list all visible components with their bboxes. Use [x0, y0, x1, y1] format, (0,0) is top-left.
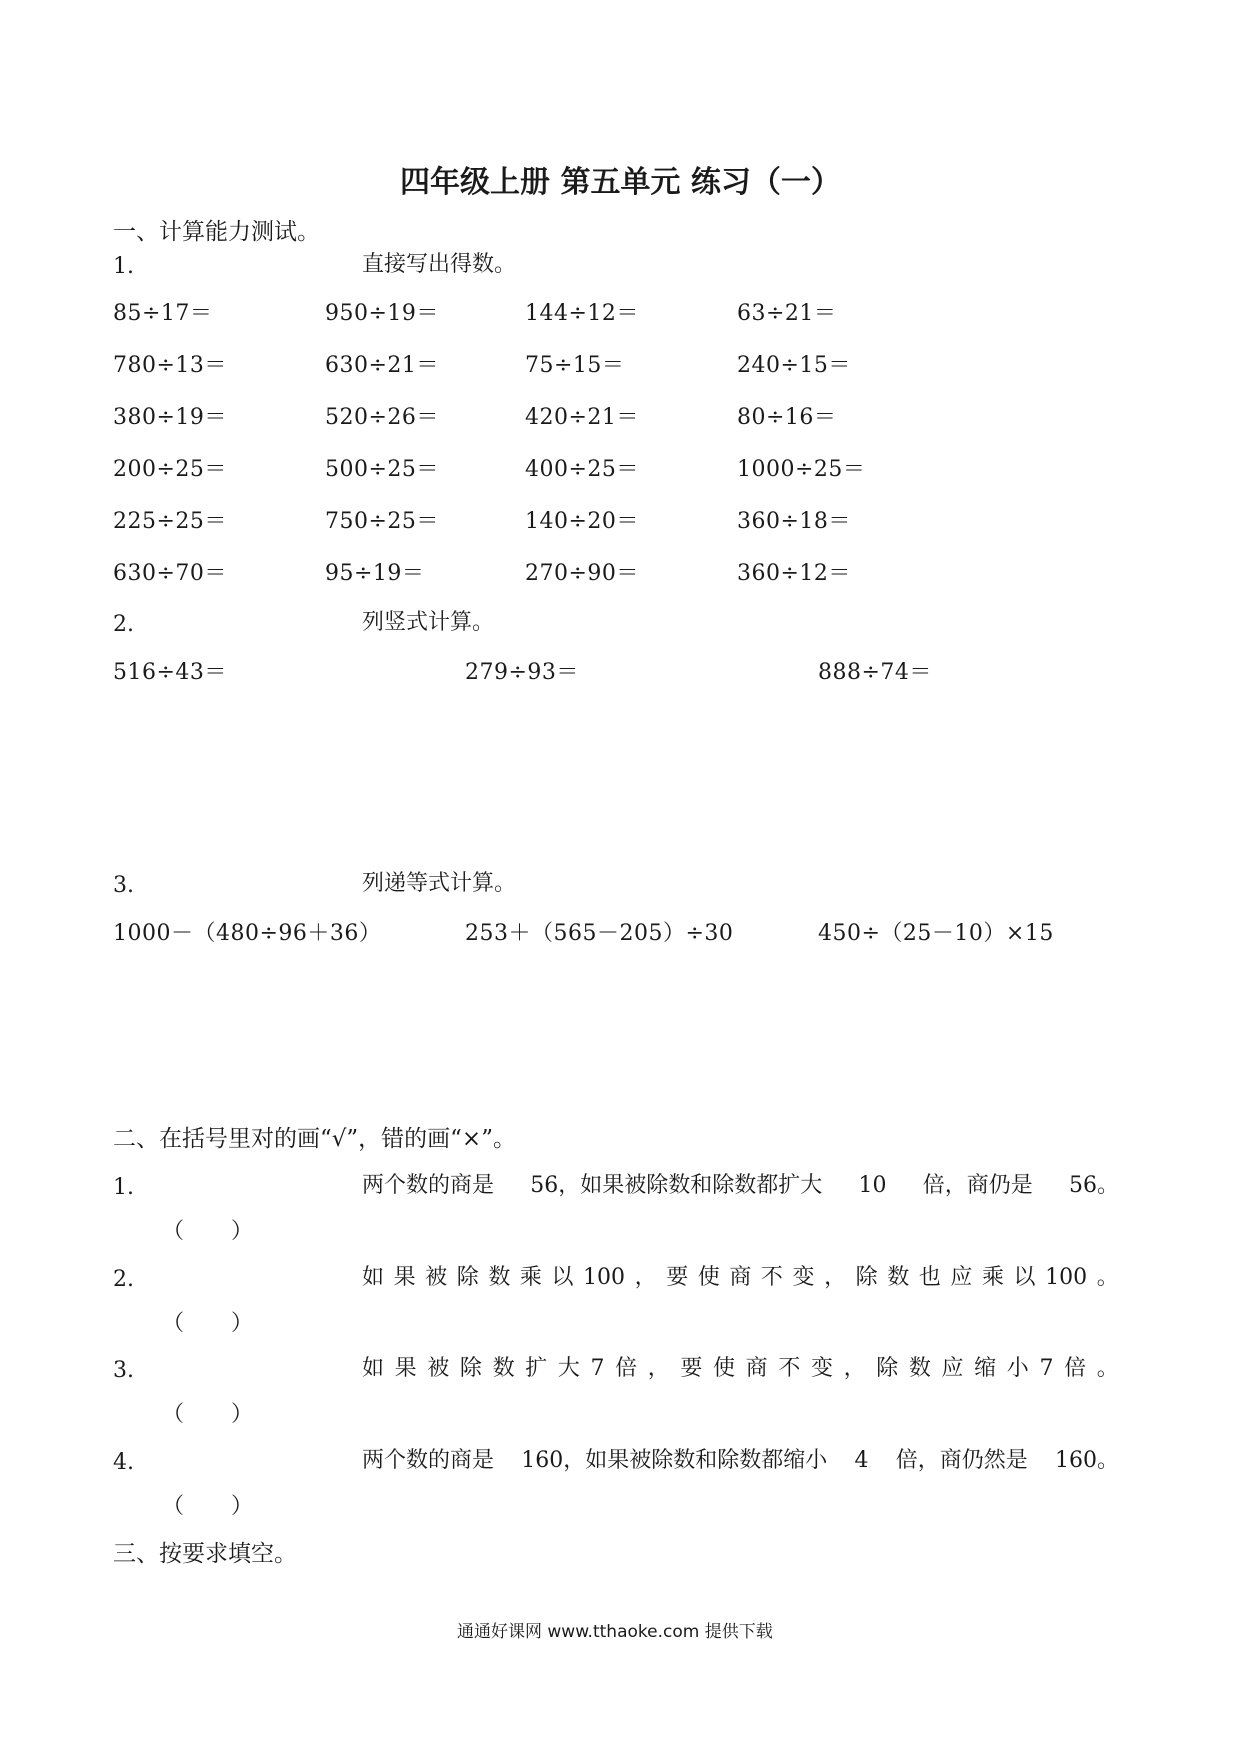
mental-math-item: 630÷70＝ — [113, 561, 227, 586]
q2-number: 2. — [113, 612, 134, 637]
tf-statement-segment: 倍，商仍是 — [922, 1173, 1033, 1198]
tf-statement-segment: 160，如果被除数和除数都缩小 — [521, 1448, 828, 1473]
answer-parentheses[interactable]: （ ） — [162, 1402, 253, 1427]
mental-math-item: 63÷21＝ — [737, 301, 837, 326]
mental-math-item: 200÷25＝ — [113, 457, 227, 482]
mental-math-item: 270÷90＝ — [525, 561, 639, 586]
tf-item-statement — [362, 1358, 1119, 1380]
mental-math-item: 360÷18＝ — [737, 509, 851, 534]
mental-math-item: 780÷13＝ — [113, 353, 227, 378]
tf-statement-segment: 。 — [1096, 1265, 1119, 1290]
tf-statement-segment: 以 — [1013, 1265, 1036, 1290]
mental-math-item: 140÷20＝ — [525, 509, 639, 534]
mental-math-item: 420÷21＝ — [525, 405, 639, 430]
q3-number: 3. — [113, 873, 134, 898]
tf-statement-segment: 两个数的商是 — [362, 1173, 495, 1198]
tf-statement-segment: 如 — [362, 1265, 385, 1290]
tf-statement-segment: 数 — [488, 1265, 511, 1290]
mental-math-item: 144÷12＝ — [525, 301, 639, 326]
footer-credit: 通通好课网 www.tthaoke.com 提供下载 — [457, 1622, 773, 1642]
tf-statement-segment: ， — [647, 1356, 670, 1381]
mental-math-item: 1000÷25＝ — [737, 457, 866, 482]
step-calc-item-3: 450÷（25－10）×15 — [818, 921, 1054, 946]
tf-statement-segment: 倍 — [615, 1356, 638, 1381]
mental-math-item: 630÷21＝ — [325, 353, 439, 378]
tf-statement-segment: 数 — [492, 1356, 515, 1381]
step-calc-item-1: 1000－（480÷96＋36） — [113, 921, 382, 946]
tf-statement-segment: 以 — [551, 1265, 574, 1290]
tf-statement-segment: 要 — [680, 1356, 703, 1381]
tf-statement-segment: 乘 — [519, 1265, 542, 1290]
tf-statement-segment: 7 — [1039, 1356, 1054, 1381]
tf-statement-segment: 除 — [876, 1356, 899, 1381]
tf-statement-segment: 使 — [697, 1265, 720, 1290]
tf-statement-segment: 被 — [427, 1356, 450, 1381]
tf-statement-segment: 小 — [1006, 1356, 1029, 1381]
tf-statement-segment: 扩 — [525, 1356, 548, 1381]
tf-statement-segment: 应 — [941, 1356, 964, 1381]
mental-math-item: 225÷25＝ — [113, 509, 227, 534]
mental-math-item: 75÷15＝ — [525, 353, 625, 378]
tf-statement-segment: 4 — [854, 1448, 869, 1473]
page-title: 四年级上册 第五单元 练习（一） — [400, 165, 841, 200]
mental-math-item: 95÷19＝ — [325, 561, 425, 586]
tf-statement-segment: 160。 — [1054, 1448, 1119, 1473]
mental-math-item: 500÷25＝ — [325, 457, 439, 482]
tf-statement-segment: 除 — [855, 1265, 878, 1290]
tf-statement-segment: 使 — [713, 1356, 736, 1381]
mental-math-item: 80÷16＝ — [737, 405, 837, 430]
tf-statement-segment: 缩 — [974, 1356, 997, 1381]
step-calc-item-2: 253＋（565－205）÷30 — [465, 921, 734, 946]
tf-statement-segment: 被 — [425, 1265, 448, 1290]
tf-statement-segment: 果 — [394, 1356, 417, 1381]
vertical-calc-item-1: 516÷43＝ — [113, 660, 227, 685]
tf-statement-segment: 不 — [778, 1356, 801, 1381]
answer-parentheses[interactable]: （ ） — [162, 1219, 253, 1244]
q3-label: 列递等式计算。 — [362, 871, 517, 896]
tf-statement-segment: 应 — [950, 1265, 973, 1290]
tf-statement-segment: 乘 — [981, 1265, 1004, 1290]
tf-statement-segment: 数 — [887, 1265, 910, 1290]
section-1-heading: 一、计算能力测试。 — [113, 219, 320, 245]
q1-label: 直接写出得数。 — [362, 252, 517, 277]
tf-item-statement — [362, 1450, 1119, 1472]
tf-statement-segment: 除 — [456, 1265, 479, 1290]
vertical-calc-item-2: 279÷93＝ — [465, 660, 579, 685]
tf-item-number: 3. — [113, 1358, 134, 1383]
mental-math-item: 240÷15＝ — [737, 353, 851, 378]
tf-statement-segment: 要 — [666, 1265, 689, 1290]
tf-statement-segment: 100 — [1045, 1265, 1088, 1290]
tf-statement-segment: 两个数的商是 — [362, 1448, 495, 1473]
vertical-calc-item-3: 888÷74＝ — [818, 660, 932, 685]
tf-statement-segment: 商 — [745, 1356, 768, 1381]
mental-math-item: 400÷25＝ — [525, 457, 639, 482]
tf-statement-segment: 不 — [760, 1265, 783, 1290]
q2-label: 列竖式计算。 — [362, 610, 495, 635]
tf-statement-segment: 果 — [393, 1265, 416, 1290]
tf-item-statement — [362, 1267, 1119, 1289]
tf-item-statement — [362, 1175, 1119, 1197]
mental-math-item: 520÷26＝ — [325, 405, 439, 430]
mental-math-item: 950÷19＝ — [325, 301, 439, 326]
tf-statement-segment: 也 — [918, 1265, 941, 1290]
mental-math-item: 380÷19＝ — [113, 405, 227, 430]
tf-statement-segment: ， — [634, 1265, 657, 1290]
tf-statement-segment: 倍 — [1064, 1356, 1087, 1381]
tf-statement-segment: 除 — [459, 1356, 482, 1381]
mental-math-item: 85÷17＝ — [113, 301, 213, 326]
tf-statement-segment: 倍，商仍然是 — [895, 1448, 1028, 1473]
tf-statement-segment: 56，如果被除数和除数都扩大 — [530, 1173, 823, 1198]
tf-statement-segment: 100 — [583, 1265, 626, 1290]
tf-item-number: 2. — [113, 1267, 134, 1292]
answer-parentheses[interactable]: （ ） — [162, 1494, 253, 1519]
tf-statement-segment: 如 — [362, 1356, 385, 1381]
tf-statement-segment: 。 — [1096, 1356, 1119, 1381]
q1-number: 1. — [113, 254, 134, 279]
section-2-heading: 二、在括号里对的画“√”，错的画“×”。 — [113, 1126, 516, 1152]
tf-statement-segment: ， — [824, 1265, 847, 1290]
tf-statement-segment: 变 — [810, 1356, 833, 1381]
answer-parentheses[interactable]: （ ） — [162, 1311, 253, 1336]
tf-statement-segment: ， — [843, 1356, 866, 1381]
tf-statement-segment: 10 — [858, 1173, 887, 1198]
tf-statement-segment: 7 — [590, 1356, 605, 1381]
tf-statement-segment: 变 — [792, 1265, 815, 1290]
tf-statement-segment: 数 — [908, 1356, 931, 1381]
mental-math-item: 360÷12＝ — [737, 561, 851, 586]
mental-math-item: 750÷25＝ — [325, 509, 439, 534]
tf-item-number: 4. — [113, 1450, 134, 1475]
tf-statement-segment: 56。 — [1068, 1173, 1119, 1198]
tf-statement-segment: 商 — [729, 1265, 752, 1290]
section-3-heading: 三、按要求填空。 — [113, 1541, 297, 1567]
tf-item-number: 1. — [113, 1175, 134, 1200]
tf-statement-segment: 大 — [557, 1356, 580, 1381]
